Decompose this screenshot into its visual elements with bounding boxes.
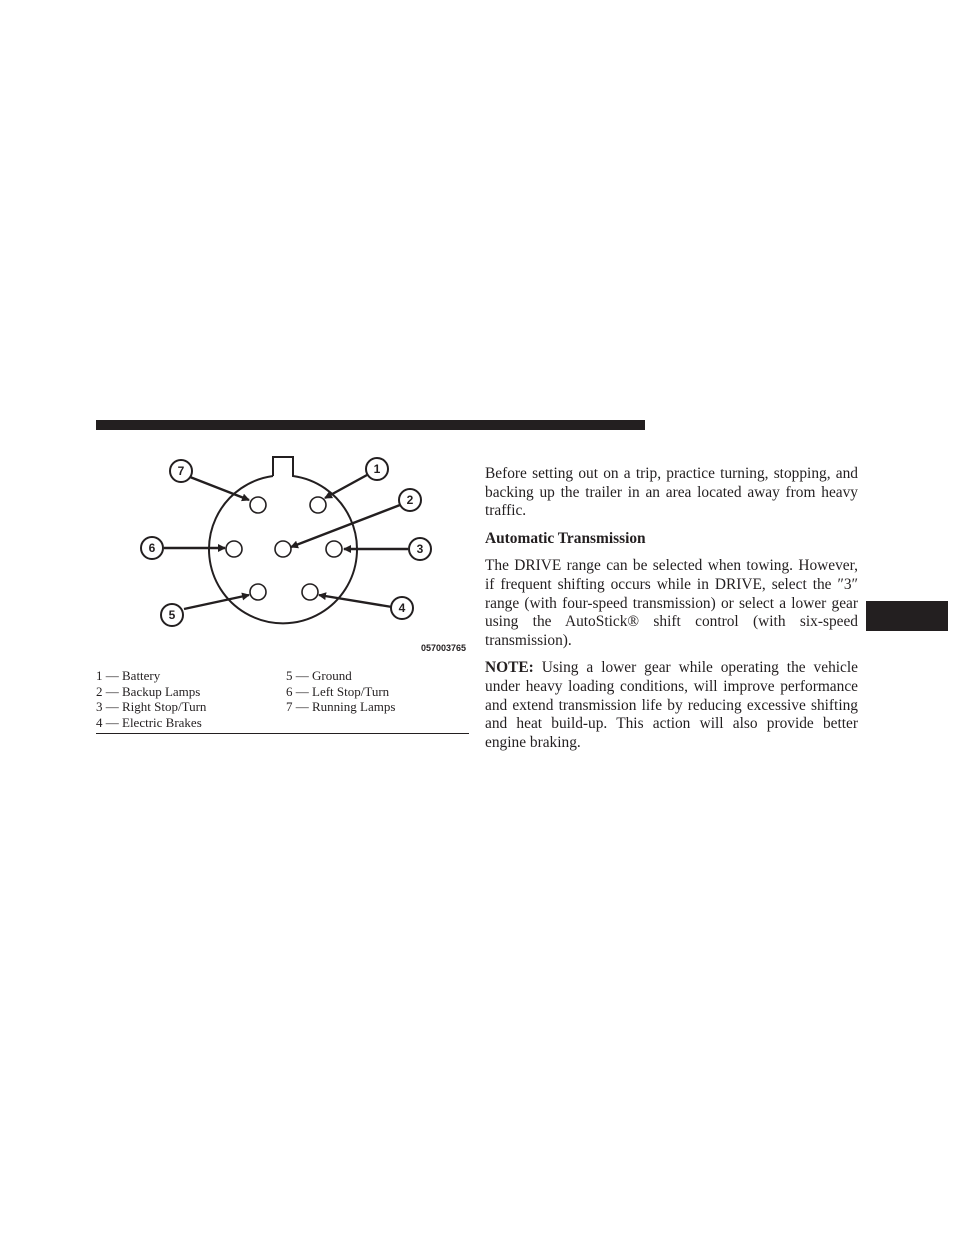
figure-code: 057003765 bbox=[420, 643, 466, 653]
legend-item: 7 — Running Lamps bbox=[286, 699, 396, 714]
pin-2 bbox=[275, 541, 291, 557]
callout-4-label: 4 bbox=[398, 601, 406, 615]
body-text-column bbox=[485, 465, 858, 761]
callout-7-label: 7 bbox=[177, 464, 185, 478]
pin-5 bbox=[250, 584, 266, 600]
callout-1-label: 1 bbox=[373, 462, 381, 476]
legend-column-right bbox=[286, 668, 395, 715]
legend-item: 3 — Right Stop/Turn bbox=[96, 699, 207, 714]
chapter-thumb-tab bbox=[866, 601, 948, 631]
legend-item: 5 — Ground bbox=[286, 668, 352, 683]
pin-3 bbox=[326, 541, 342, 557]
pin-1 bbox=[310, 497, 326, 513]
legend-item: 4 — Electric Brakes bbox=[96, 714, 202, 730]
pin-4 bbox=[302, 584, 318, 600]
pin-6 bbox=[226, 541, 242, 557]
note-text: Using a lower gear while operating the vehicle under heavy loading conditions, will improve performance and extend transmission life by reducing excessive shifting and heat build-up. This action will also provide better engine braking. bbox=[485, 659, 858, 751]
legend-item: 6 — Left Stop/Turn bbox=[286, 683, 390, 699]
note-paragraph bbox=[485, 659, 858, 752]
intro-paragraph: Before setting out on a trip, practice turning, stopping, and backing up the trailer in an area located away from heavy traffic. bbox=[485, 465, 858, 520]
callout-5-label: 5 bbox=[168, 608, 176, 622]
pin-7 bbox=[250, 497, 266, 513]
callout-3-label: 3 bbox=[416, 542, 424, 556]
callout-2-label: 2 bbox=[406, 493, 414, 507]
arrow-1 bbox=[325, 475, 367, 498]
legend-item: 2 — Backup Lamps bbox=[96, 683, 201, 699]
legend-item: 1 — Battery bbox=[96, 668, 161, 683]
callout-6-label: 6 bbox=[148, 541, 156, 555]
note-label: NOTE: bbox=[485, 659, 534, 677]
arrow-5 bbox=[184, 595, 249, 609]
section-top-rule bbox=[96, 420, 645, 430]
legend-bottom-rule bbox=[96, 733, 469, 734]
seven-pin-connector-diagram bbox=[120, 448, 472, 660]
section-heading: Automatic Transmission bbox=[485, 529, 646, 547]
drive-paragraph: The DRIVE range can be selected when towing. However, if frequent shifting occurs while in DRIVE, select the ″3″ range (with four-speed transmission) or select a lower gear using the AutoStick® shift control (with six-speed transmission). bbox=[485, 557, 858, 649]
legend-column-left bbox=[96, 668, 206, 730]
arrow-4 bbox=[319, 595, 392, 607]
